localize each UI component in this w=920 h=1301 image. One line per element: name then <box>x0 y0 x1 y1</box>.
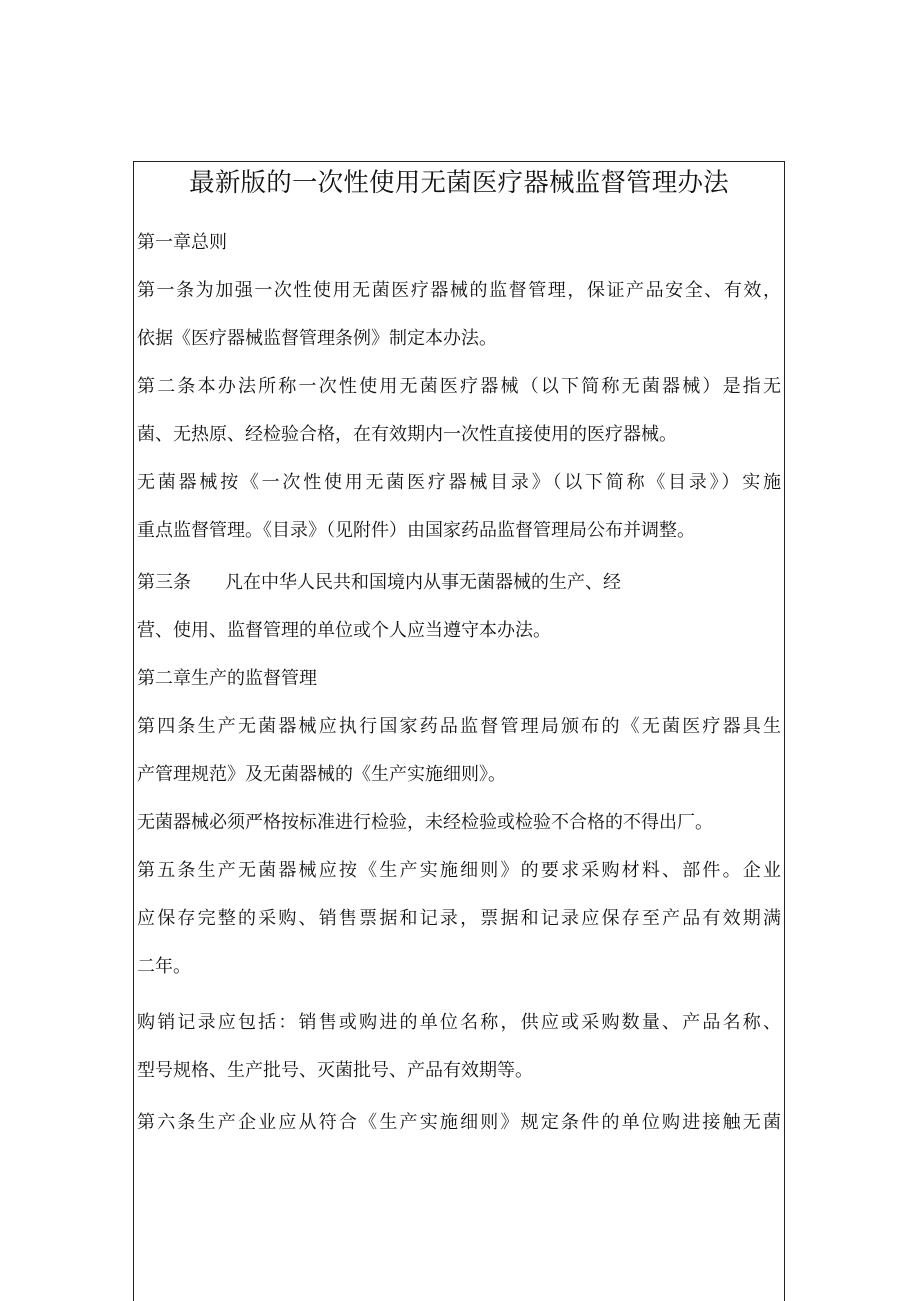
article-4-line-3: 无菌器械必须严格按标准进行检验，未经检验或检验不合格的不得出厂。 <box>137 812 713 833</box>
article-3-line-1: 凡在中华人民共和国境内从事无菌器械的生产、经 <box>225 572 621 593</box>
article-3-label: 第三条 <box>137 572 191 593</box>
article-6-line-1: 第六条生产企业应从符合《生产实施细则》规定条件的单位购进接触无菌 <box>137 1112 781 1133</box>
article-3-line-2: 营、使用、监督管理的单位或个人应当遵守本办法。 <box>137 620 551 641</box>
chapter-2-heading: 第二章生产的监督管理 <box>137 668 317 689</box>
article-1-line-2: 依据《医疗器械监督管理条例》制定本办法。 <box>137 328 497 349</box>
article-2-line-4: 重点监督管理。《目录》（见附件）由国家药品监督管理局公布并调整。 <box>137 520 695 541</box>
article-2-line-2: 菌、无热原、经检验合格，在有效期内一次性直接使用的医疗器械。 <box>137 424 677 445</box>
article-2-line-3: 无菌器械按《一次性使用无菌医疗器械目录》（以下简称《目录》）实施 <box>137 472 781 493</box>
article-5-line-3: 二年。 <box>137 956 191 977</box>
article-5-line-1: 第五条生产无菌器械应按《生产实施细则》的要求采购材料、部件。企业 <box>137 860 781 881</box>
article-1-line-1: 第一条为加强一次性使用无菌医疗器械的监督管理，保证产品安全、有效， <box>137 280 781 301</box>
article-5-line-4: 购销记录应包括：销售或购进的单位名称，供应或采购数量、产品名称、 <box>137 1012 781 1033</box>
article-2-line-1: 第二条本办法所称一次性使用无菌医疗器械（以下简称无菌器械）是指无 <box>137 376 781 397</box>
article-4-line-1: 第四条生产无菌器械应执行国家药品监督管理局颁布的《无菌医疗器具生 <box>137 716 781 737</box>
chapter-1-heading: 第一章总则 <box>137 232 227 253</box>
article-5-line-2: 应保存完整的采购、销售票据和记录，票据和记录应保存至产品有效期满 <box>137 908 781 929</box>
article-4-line-2: 产管理规范》及无菌器械的《生产实施细则》。 <box>137 764 506 785</box>
document-title: 最新版的一次性使用无菌医疗器械监督管理办法 <box>189 168 729 198</box>
article-5-line-5: 型号规格、生产批号、灭菌批号、产品有效期等。 <box>137 1060 533 1081</box>
